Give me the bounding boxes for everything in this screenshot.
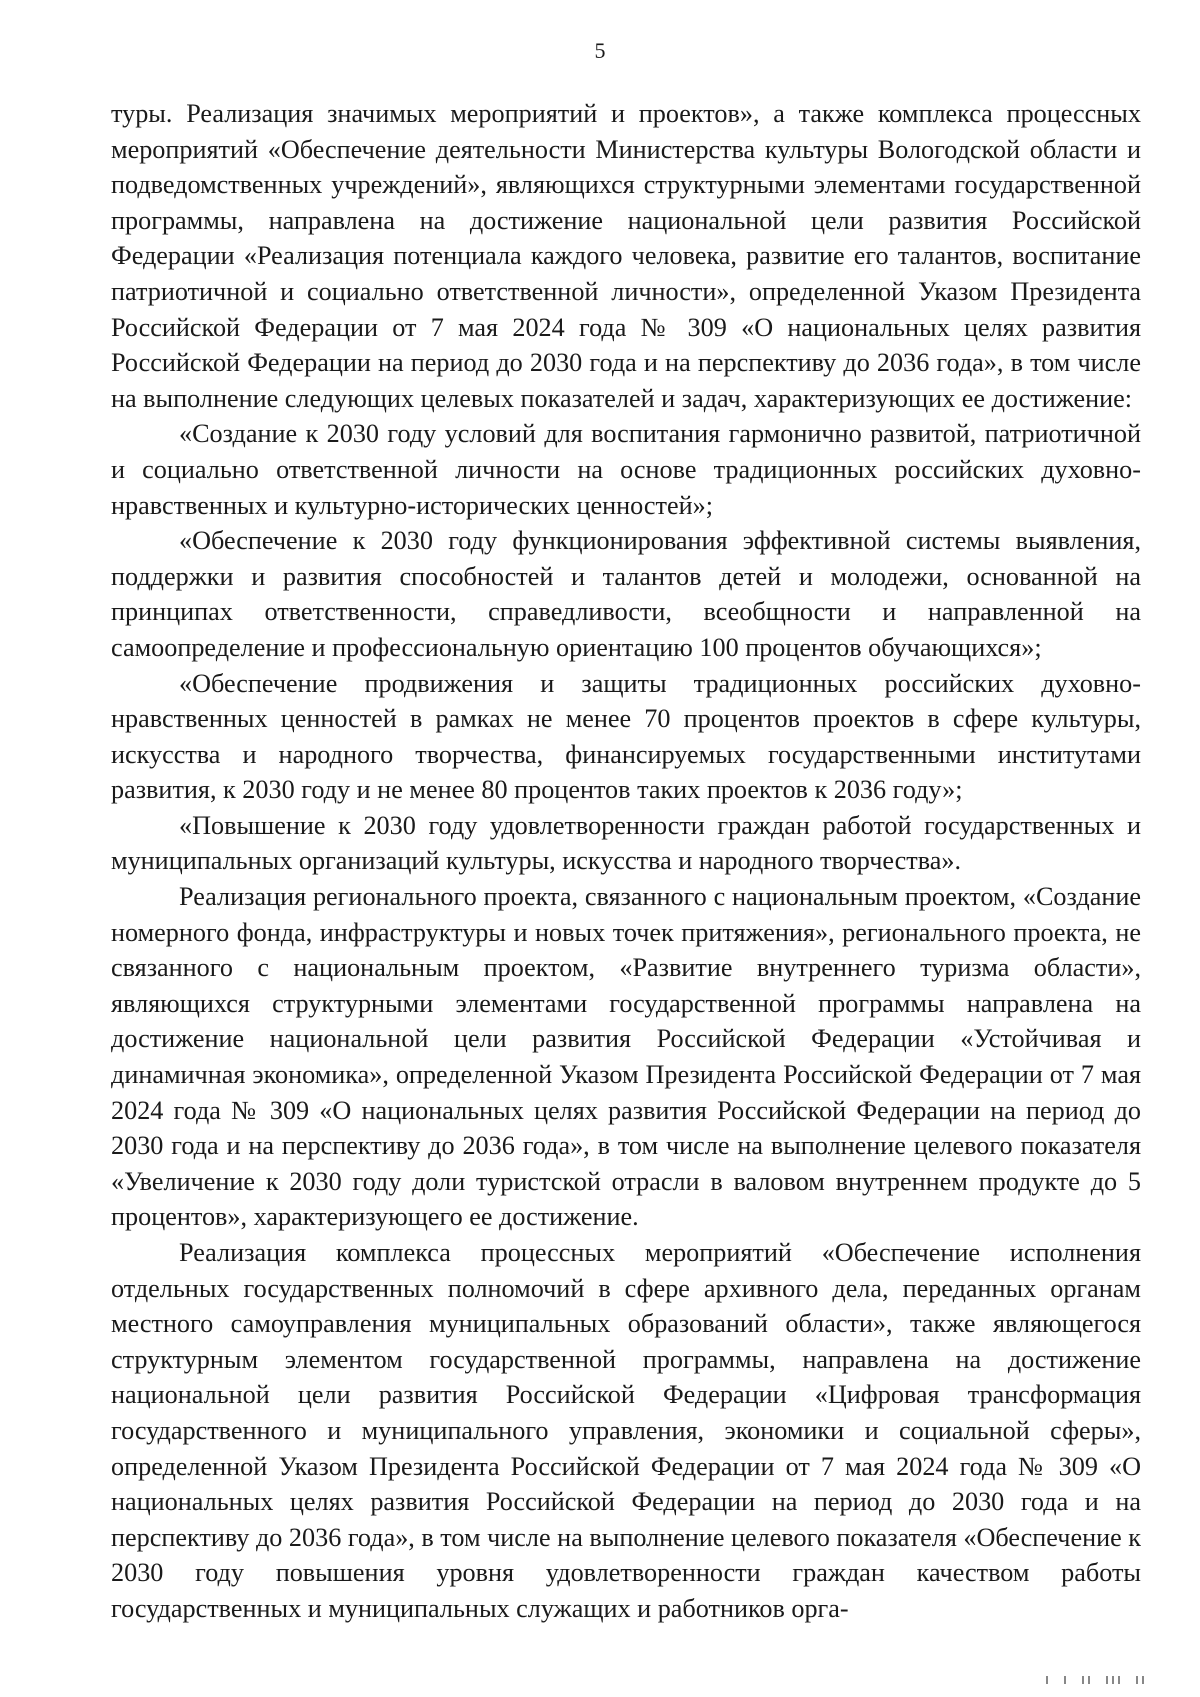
paragraph-7: Реализация комплекса процессных мероприятий «Обеспечение исполнения отдельных государственных полномочий в сфере архивного дела, переданных органам местного самоуправления муниципальных образований области», также являющегося структурным элементом государственной программы, направлена на достижение национальной цели развития Российской Федерации «Цифровая трансформация государственного и муниципального управления, экономики и социальной сферы», определенной Указом Президента Российской Федерации от 7 мая 2024 года № 309 «О национальных целях развития Российской Федерации на период до 2030 года и на перспективу до 2036 года», в том числе на выполнение целевого показателя «Обеспечение к 2030 году повышения уровня удовлетворенности граждан качеством работы государственных и муниципальных служащих и работников орга- bbox=[111, 1238, 1141, 1623]
page-number: 5 bbox=[594, 38, 606, 63]
paragraph-4: «Обеспечение продвижения и защиты традиционных российских духовно-нравственных ценностей в рамках не менее 70 процентов проектов в сфере культуры, искусства и народного творчества, финансируемых государственными институтами развития, к 2030 году и не менее 80 процентов таких проектов к 2036 году»; bbox=[111, 668, 1141, 805]
paragraph-5: «Повышение к 2030 году удовлетворенности граждан работой государственных и муниципальных организаций культуры, искусства и народного творчества». bbox=[111, 810, 1141, 876]
paragraph-3: «Обеспечение к 2030 году функционирования эффективной системы выявления, поддержки и развития способностей и талантов детей и молодежи, основанной на принципах ответственности, справедливости, всеобщности и направленной на самоопределение и профессиональную ориентацию 100 процентов обучающихся»; bbox=[111, 526, 1141, 662]
scan-artifact-marks bbox=[1042, 1672, 1162, 1692]
scan-artifact-marks-icon bbox=[1042, 1672, 1162, 1692]
paragraph-2: «Создание к 2030 году условий для воспитания гармонично развитой, патриотичной и социально ответственной личности на основе традиционных российских духовно-нравственных и культурно-исторических ценностей»; bbox=[111, 419, 1141, 520]
paragraph-1: туры. Реализация значимых мероприятий и проектов», а также комплекса процессных мероприятий «Обеспечение деятельности Министерства культуры Вологодской области и подведомственных учреждений», являющихся структурными элементами государственной программы, направлена на достижение национальной цели развития Российской Федерации «Реализация потенциала каждого человека, развитие его талантов, воспитание патриотичной и социально ответственной личности», определенной Указом Президента Российской Федерации от 7 мая 2024 года № 309 «О национальных целях развития Российской Федерации на период до 2030 года и на перспективу до 2036 года», в том числе на выполнение следующих целевых показателей и задач, характеризующих ее достижение: bbox=[111, 99, 1141, 413]
paragraph-6: Реализация регионального проекта, связанного с национальным проектом, «Создание номерного фонда, инфраструктуры и новых точек притяжения», регионального проекта, не связанного с национальным проектом, «Развитие внутреннего туризма области», являющихся структурными элементами государственной программы направлена на достижение национальной цели развития Российской Федерации «Устойчивая и динамичная экономика», определенной Указом Президента Российской Федерации от 7 мая 2024 года № 309 «О национальных целях развития Российской Федерации на период до 2030 года и на перспективу до 2036 года», в том числе на выполнение целевого показателя «Увеличение к 2030 году доли туристской отрасли в валовом внутреннем продукте до 5 процентов», характеризующего ее достижение. bbox=[111, 882, 1141, 1232]
document-body bbox=[111, 96, 1141, 1627]
